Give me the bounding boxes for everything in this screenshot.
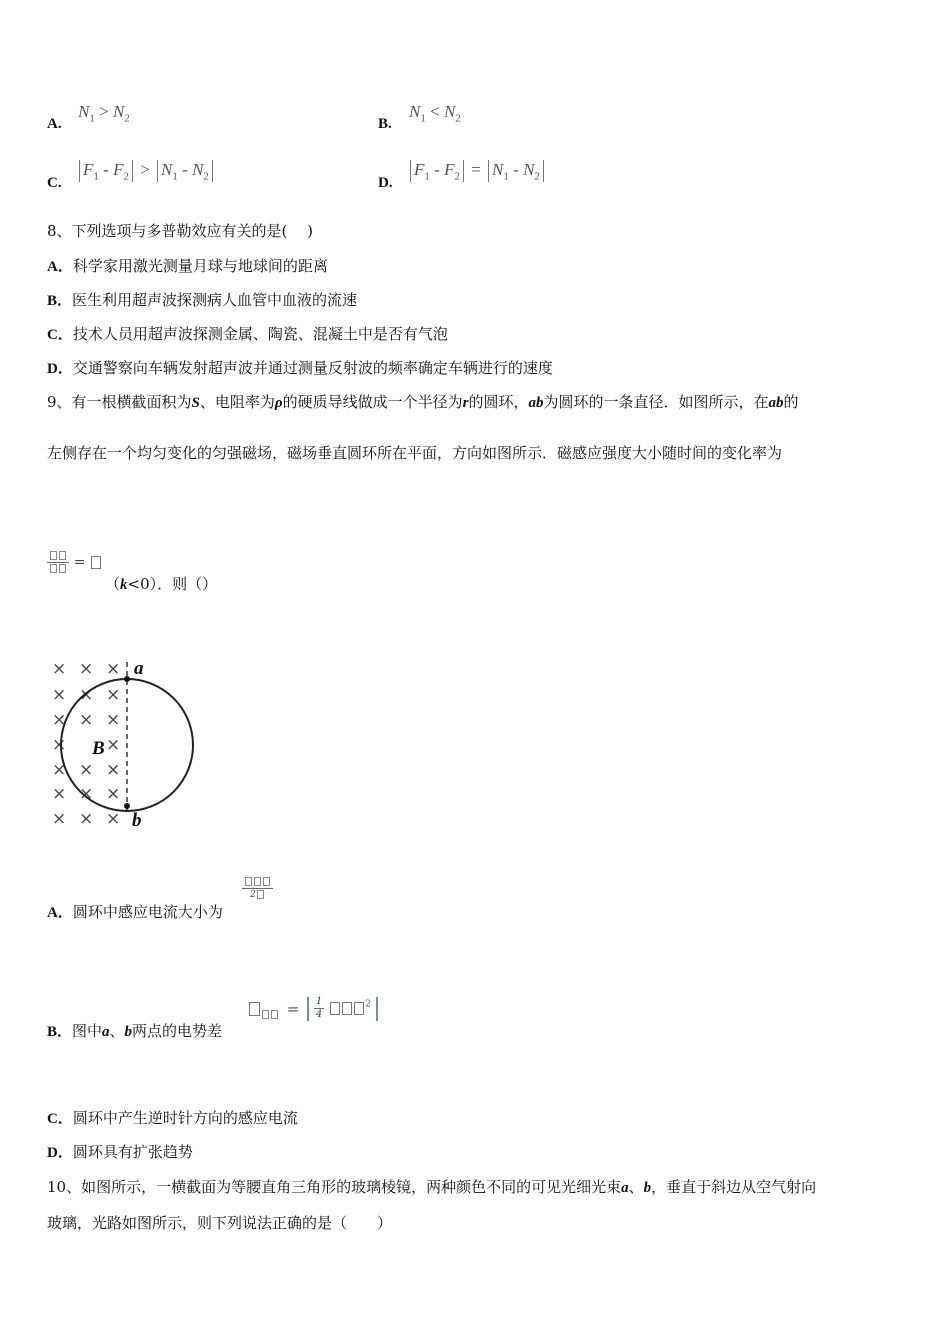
q8-option-b	[47, 289, 357, 310]
operator: =	[286, 999, 300, 1018]
text: 10、如图所示，一横截面为等腰直角三角形的玻璃棱镜，两种颜色不同的可见光细光束	[47, 1178, 622, 1196]
q7-option-d	[378, 173, 393, 192]
text: 、电阻率为	[199, 393, 275, 411]
subscript: 1	[420, 112, 426, 125]
q8-option-c	[47, 323, 448, 344]
operator: -	[182, 160, 188, 179]
q9-stem-line1	[47, 391, 799, 412]
symbol: a	[102, 1024, 110, 1040]
text: 两点的电势差	[132, 1022, 223, 1040]
q10-stem-line2: 玻璃，光路如图所示，则下列说法正确的是（ ）	[47, 1214, 393, 1232]
symbol: F	[113, 160, 124, 179]
operator: =	[471, 160, 481, 179]
option-label: A．	[47, 905, 73, 921]
subscript: 2	[123, 170, 129, 183]
q8-stem: 8、下列选项与多普勒效应有关的是( )	[47, 222, 314, 240]
cross-mark: ×	[106, 685, 121, 705]
cross-mark: ×	[79, 685, 94, 705]
q9-option-b	[47, 1020, 222, 1041]
denominator: 4	[315, 1009, 323, 1020]
cross-mark: ×	[106, 735, 121, 755]
option-label: B．	[47, 293, 73, 309]
cross-mark: ×	[52, 809, 67, 829]
text: <0）．则（）	[127, 575, 218, 593]
q7-option-c-formula	[76, 160, 216, 182]
q7-option-c	[47, 173, 62, 192]
cross-mark: ×	[79, 710, 94, 730]
text: ，垂直于斜边从空气射向	[651, 1178, 817, 1196]
q9-condition	[105, 573, 217, 594]
text: 的圆环，	[468, 393, 529, 411]
option-text: 圆环具有扩张趋势	[72, 1143, 193, 1161]
q9-stem-line2: 左侧存在一个均匀变化的匀强磁场，磁场垂直圆环所在平面，方向如图所示．磁感应强度大小随时间的变化率为	[47, 444, 783, 462]
text: 为圆环的一条直径．如图所示，在	[543, 393, 769, 411]
text: 9、有一根横截面积为	[47, 393, 192, 411]
fraction	[314, 996, 324, 1021]
option-label: D．	[47, 361, 73, 377]
label-b: b	[132, 810, 142, 831]
symbol: N	[78, 102, 90, 121]
subscript: 2	[124, 112, 130, 125]
text: 图中	[72, 1022, 103, 1040]
option-text: 圆环中感应电流大小为	[72, 903, 223, 921]
label-B-field: B	[92, 738, 105, 759]
symbol: a	[621, 1180, 629, 1196]
symbol: N	[161, 160, 173, 179]
q7-option-a	[47, 114, 62, 133]
cross-mark: ×	[52, 760, 67, 780]
option-label: A．	[47, 259, 73, 275]
q9-option-a	[47, 901, 223, 922]
operator: =	[73, 554, 86, 571]
text: 的硬质导线做成一个半径为	[282, 393, 463, 411]
symbol: ab	[768, 395, 784, 411]
cross-mark: ×	[79, 809, 94, 829]
symbol: N	[192, 160, 204, 179]
q7-option-b	[378, 114, 392, 133]
denominator-number: 2	[250, 890, 256, 900]
option-label: C．	[47, 327, 73, 343]
text: 、	[628, 1178, 644, 1196]
option-text: 技术人员用超声波探测金属、陶瓷、混凝土中是否有气泡	[72, 325, 448, 343]
q7-option-d-formula	[407, 160, 547, 182]
cross-mark: ×	[106, 760, 121, 780]
option-text: 科学家用激光测量月球与地球间的距离	[72, 257, 328, 275]
option-text: 交通警察向车辆发射超声波并通过测量反射波的频率确定车辆进行的速度	[72, 359, 553, 377]
fraction	[47, 550, 69, 575]
q9-option-d	[47, 1141, 193, 1162]
q7-option-a-formula	[78, 102, 130, 124]
q9-option-c	[47, 1107, 298, 1128]
cross-mark: ×	[106, 710, 121, 730]
subscript: 2	[534, 170, 540, 183]
subscript: 1	[89, 112, 95, 125]
fraction	[242, 876, 273, 901]
q9-rate-expression	[47, 550, 102, 575]
subscript: 1	[424, 170, 430, 183]
symbol: F	[83, 160, 94, 179]
symbol: N	[492, 160, 504, 179]
operator: >	[140, 160, 150, 179]
option-label: B.	[378, 116, 392, 132]
exponent: 2	[365, 999, 371, 1010]
symbol: ab	[528, 395, 544, 411]
q10-stem-line1	[47, 1176, 816, 1197]
symbol: S	[191, 395, 200, 411]
q8-option-a	[47, 255, 328, 276]
q9-figure	[44, 650, 214, 835]
symbol: b	[124, 1024, 133, 1040]
subscript: 2	[454, 170, 460, 183]
symbol: F	[444, 160, 455, 179]
q8-option-d	[47, 357, 553, 378]
subscript: 1	[503, 170, 509, 183]
subscript: 2	[203, 170, 209, 183]
subscript: 1	[93, 170, 99, 183]
symbol: N	[443, 102, 456, 121]
operator: -	[434, 160, 440, 179]
option-label: B．	[47, 1024, 73, 1040]
point-a	[124, 676, 130, 682]
cross-mark: ×	[79, 659, 94, 679]
operator: -	[513, 160, 519, 179]
option-label: D．	[47, 1145, 73, 1161]
cross-mark: ×	[79, 760, 94, 780]
symbol: ρ	[274, 395, 283, 411]
symbol: N	[409, 102, 421, 121]
symbol: r	[462, 395, 469, 411]
cross-mark: ×	[52, 784, 67, 804]
subscript: 2	[455, 112, 461, 125]
option-text: 医生利用超声波探测病人血管中血液的流速	[72, 291, 358, 309]
option-label: C.	[47, 175, 62, 191]
option-label: A.	[47, 116, 62, 132]
symbol: F	[414, 160, 425, 179]
cross-mark: ×	[79, 784, 94, 804]
q9-option-b-formula	[248, 996, 378, 1023]
symbol: N	[112, 102, 125, 121]
q9-option-a-formula	[242, 876, 273, 901]
text: 的	[783, 393, 799, 411]
subscript: 1	[172, 170, 178, 183]
operator: <	[430, 102, 440, 121]
q7-option-b-formula	[409, 102, 461, 124]
option-label: C．	[47, 1111, 73, 1127]
option-label: D.	[378, 175, 393, 191]
cross-mark: ×	[106, 784, 121, 804]
cross-mark: ×	[52, 685, 67, 705]
numerator: 1	[315, 996, 323, 1007]
operator: >	[99, 102, 109, 121]
cross-mark: ×	[106, 809, 121, 829]
magnetic-field-crosses	[52, 659, 120, 829]
cross-mark: ×	[106, 659, 121, 679]
operator: -	[103, 160, 109, 179]
cross-mark: ×	[52, 659, 67, 679]
symbol: b	[643, 1180, 652, 1196]
cross-mark: ×	[52, 735, 67, 755]
symbol: k	[120, 577, 128, 593]
text: （	[105, 575, 121, 593]
text: 、	[109, 1022, 125, 1040]
cross-mark: ×	[52, 710, 67, 730]
option-text: 圆环中产生逆时针方向的感应电流	[72, 1109, 298, 1127]
symbol: N	[523, 160, 535, 179]
label-a: a	[134, 658, 144, 679]
point-b	[124, 803, 130, 809]
